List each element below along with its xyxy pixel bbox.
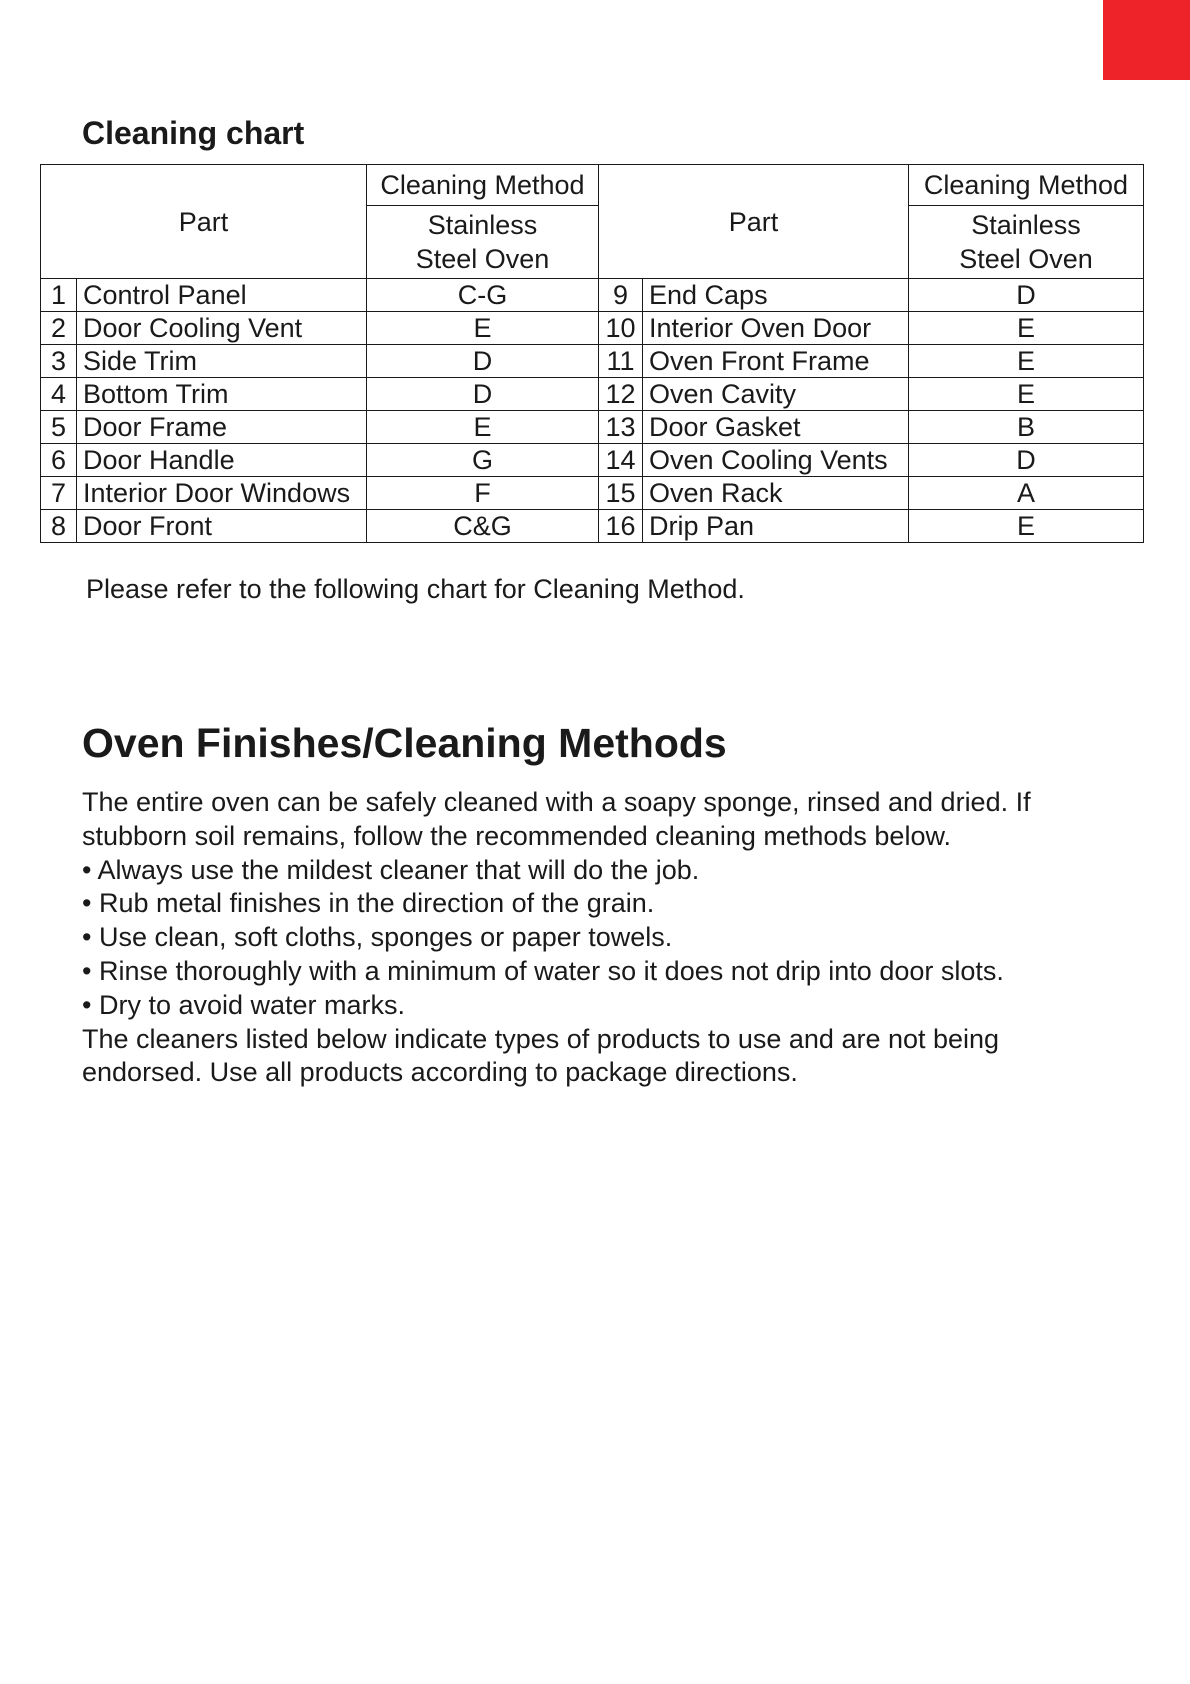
subheader-right — [909, 206, 1144, 279]
right-part-name: Oven Cooling Vents — [643, 444, 909, 477]
bullet-item: • Rinse thoroughly with a minimum of water so it does not drip into door slots. — [82, 955, 1004, 986]
left-cleaning-method: D — [367, 378, 599, 411]
subheader-line-2: Steel Oven — [959, 244, 1093, 274]
left-part-name: Bottom Trim — [77, 378, 367, 411]
left-cleaning-method: C-G — [367, 279, 599, 312]
left-part-name: Door Frame — [77, 411, 367, 444]
right-cleaning-method: D — [909, 279, 1144, 312]
left-cleaning-method: C&G — [367, 510, 599, 543]
cleaning-chart-table — [40, 164, 1144, 543]
corner-color-tab — [1103, 0, 1190, 80]
right-part-name: Oven Cavity — [643, 378, 909, 411]
right-cleaning-method: B — [909, 411, 1144, 444]
right-item-number: 13 — [599, 411, 643, 444]
left-part-name: Interior Door Windows — [77, 477, 367, 510]
subheader-line-1: Stainless — [971, 210, 1081, 240]
disclaimer-line-2: endorsed. Use all products according to package directions. — [82, 1057, 798, 1088]
right-part-name: Oven Front Frame — [643, 345, 909, 378]
table-row — [41, 312, 1144, 345]
right-item-number: 11 — [599, 345, 643, 378]
bullet-item: • Always use the mildest cleaner that will do the job. — [82, 854, 700, 885]
method-header-right: Cleaning Method — [909, 165, 1144, 206]
table-row — [41, 279, 1144, 312]
left-item-number: 6 — [41, 444, 77, 477]
right-part-name: Door Gasket — [643, 411, 909, 444]
cleaning-instructions — [82, 786, 1122, 1090]
part-header-left: Part — [41, 165, 367, 279]
table-row — [41, 444, 1144, 477]
left-item-number: 5 — [41, 411, 77, 444]
left-cleaning-method: E — [367, 312, 599, 345]
table-row — [41, 477, 1144, 510]
left-item-number: 8 — [41, 510, 77, 543]
left-part-name: Control Panel — [77, 279, 367, 312]
right-cleaning-method: E — [909, 510, 1144, 543]
section-title: Oven Finishes/Cleaning Methods — [82, 720, 727, 766]
bullet-item: • Use clean, soft cloths, sponges or paper towels. — [82, 922, 673, 953]
disclaimer-line-1: The cleaners listed below indicate types of products to use and are not being — [82, 1023, 1000, 1054]
part-header-right: Part — [599, 165, 909, 279]
right-cleaning-method: D — [909, 444, 1144, 477]
right-part-name: End Caps — [643, 279, 909, 312]
right-item-number: 16 — [599, 510, 643, 543]
right-item-number: 10 — [599, 312, 643, 345]
right-item-number: 12 — [599, 378, 643, 411]
right-item-number: 9 — [599, 279, 643, 312]
bullet-item: • Dry to avoid water marks. — [82, 989, 406, 1020]
right-part-name: Interior Oven Door — [643, 312, 909, 345]
right-cleaning-method: E — [909, 345, 1144, 378]
table-row — [41, 345, 1144, 378]
table-row — [41, 510, 1144, 543]
left-cleaning-method: F — [367, 477, 599, 510]
intro-line-1: The entire oven can be safely cleaned with a soapy sponge, rinsed and dried. If — [82, 787, 1031, 817]
subheader-line-1: Stainless — [427, 210, 538, 240]
left-item-number: 7 — [41, 477, 77, 510]
method-header-left: Cleaning Method — [367, 165, 599, 206]
right-item-number: 14 — [599, 444, 643, 477]
right-part-name: Drip Pan — [643, 510, 909, 543]
left-part-name: Door Handle — [77, 444, 367, 477]
right-cleaning-method: E — [909, 312, 1144, 345]
right-cleaning-method: A — [909, 477, 1144, 510]
table-row — [41, 378, 1144, 411]
table-row — [41, 411, 1144, 444]
left-part-name: Side Trim — [77, 345, 367, 378]
right-part-name: Oven Rack — [643, 477, 909, 510]
chart-title: Cleaning chart — [82, 115, 305, 151]
left-part-name: Door Cooling Vent — [77, 312, 367, 345]
intro-line-2: stubborn soil remains, follow the recommended cleaning methods below. — [82, 820, 951, 851]
left-item-number: 1 — [41, 279, 77, 312]
header-row-method — [41, 165, 1144, 206]
chart-note: Please refer to the following chart for Cleaning Method. — [86, 574, 745, 604]
right-item-number: 15 — [599, 477, 643, 510]
left-item-number: 2 — [41, 312, 77, 345]
subheader-left — [367, 206, 599, 279]
left-item-number: 3 — [41, 345, 77, 378]
left-cleaning-method: G — [367, 444, 599, 477]
subheader-line-2: Steel Oven — [415, 244, 550, 274]
left-cleaning-method: D — [367, 345, 599, 378]
left-part-name: Door Front — [77, 510, 367, 543]
left-item-number: 4 — [41, 378, 77, 411]
left-cleaning-method: E — [367, 411, 599, 444]
bullet-item: • Rub metal finishes in the direction of the grain. — [82, 888, 655, 919]
right-cleaning-method: E — [909, 378, 1144, 411]
